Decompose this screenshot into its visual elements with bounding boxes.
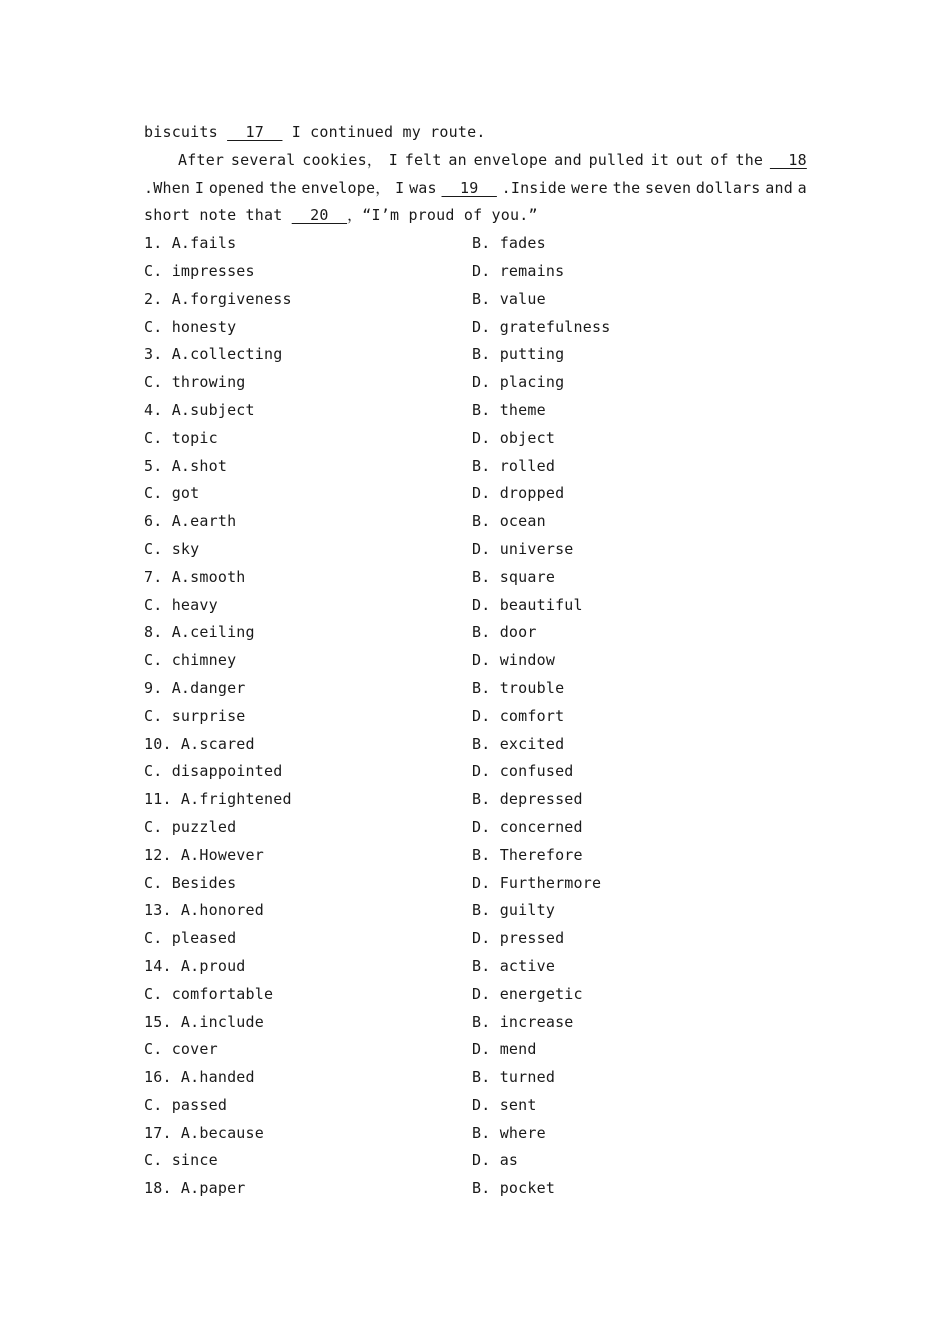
option-right: B. pocket — [472, 1179, 556, 1198]
option-row — [144, 1064, 807, 1092]
options-list — [144, 230, 807, 1203]
option-left: C. Besides — [144, 873, 237, 892]
option-left: C. comfortable — [144, 984, 274, 1003]
passage-word: opened — [208, 178, 265, 197]
option-row — [144, 870, 807, 898]
option-row — [144, 314, 807, 342]
option-row — [144, 675, 807, 703]
option-right: B. Therefore — [472, 845, 583, 864]
option-left: C. heavy — [144, 595, 218, 614]
option-row — [144, 480, 807, 508]
option-row — [144, 425, 807, 453]
option-row — [144, 647, 807, 675]
passage-word: seven — [645, 178, 692, 197]
option-row — [144, 981, 807, 1009]
option-right: D. pressed — [472, 929, 565, 948]
passage-word: out — [675, 150, 704, 169]
option-right: D. concerned — [472, 817, 583, 836]
passage-word: the — [735, 150, 764, 169]
option-left: 5. A.shot — [144, 456, 228, 475]
option-left: C. impresses — [144, 261, 255, 280]
option-row — [144, 592, 807, 620]
option-right: B. theme — [472, 400, 546, 419]
option-left: C. cover — [144, 1040, 218, 1059]
option-right: D. Furthermore — [472, 873, 602, 892]
option-left: 10. A.scared — [144, 734, 255, 753]
option-right: D. placing — [472, 373, 565, 392]
option-row — [144, 758, 807, 786]
option-right: B. putting — [472, 345, 565, 364]
option-left: C. sky — [144, 539, 200, 558]
option-row — [144, 1147, 807, 1175]
option-right: D. object — [472, 428, 556, 447]
option-right: D. sent — [472, 1095, 537, 1114]
option-left: 8. A.ceiling — [144, 623, 255, 642]
option-left: 7. A.smooth — [144, 567, 246, 586]
option-right: B. increase — [472, 1012, 574, 1031]
option-row — [144, 814, 807, 842]
option-right: B. ocean — [472, 512, 546, 531]
option-row — [144, 397, 807, 425]
option-right: D. confused — [472, 762, 574, 781]
option-right: D. comfort — [472, 706, 565, 725]
passage-text: short note that — [144, 206, 292, 225]
passage-word: I — [395, 178, 405, 197]
passage-line-2 — [144, 147, 807, 175]
option-left: C. chimney — [144, 651, 237, 670]
option-left: C. topic — [144, 428, 218, 447]
passage-word: an — [448, 150, 467, 169]
passage-word: envelope， — [301, 178, 391, 197]
option-row — [144, 786, 807, 814]
option-left: 1. A.fails — [144, 234, 237, 253]
passage-word: I — [388, 150, 398, 169]
option-left: C. pleased — [144, 929, 237, 948]
option-right: B. where — [472, 1123, 546, 1142]
passage-word: After — [178, 150, 225, 169]
passage-text: I continued my route. — [282, 123, 486, 141]
passage-word: pulled — [588, 150, 644, 169]
option-row — [144, 258, 807, 286]
option-right: B. fades — [472, 234, 546, 253]
option-right: B. guilty — [472, 901, 556, 920]
passage-word: I — [194, 178, 205, 197]
option-row — [144, 842, 807, 870]
option-left: 2. A.forgiveness — [144, 289, 292, 308]
blank-20: 20 — [291, 206, 348, 225]
option-left: 18. A.paper — [144, 1179, 246, 1198]
option-left: C. honesty — [144, 317, 237, 336]
option-row — [144, 1120, 807, 1148]
passage-word: felt — [404, 150, 442, 169]
option-row — [144, 341, 807, 369]
option-row — [144, 230, 807, 258]
passage-word: several — [230, 150, 296, 169]
option-left: 15. A.include — [144, 1012, 264, 1031]
option-right: D. remains — [472, 261, 565, 280]
option-left: C. got — [144, 484, 200, 503]
passage-word: cookies， — [302, 150, 383, 169]
option-right: D. energetic — [472, 984, 583, 1003]
option-left: 17. A.because — [144, 1123, 264, 1142]
option-right: B. rolled — [472, 456, 556, 475]
passage-word: and — [554, 150, 582, 169]
option-right: B. turned — [472, 1068, 556, 1087]
option-left: 11. A.frightened — [144, 790, 292, 809]
option-left: C. puzzled — [144, 817, 237, 836]
option-left: 6. A.earth — [144, 512, 237, 531]
option-right: B. active — [472, 956, 556, 975]
option-row — [144, 564, 807, 592]
option-left: 3. A.collecting — [144, 345, 283, 364]
option-left: C. throwing — [144, 373, 246, 392]
document-page — [144, 119, 807, 1203]
option-row — [144, 953, 807, 981]
passage-word: was — [409, 178, 437, 197]
passage-word: of — [710, 150, 729, 169]
passage-word: were — [570, 178, 608, 197]
option-left: 4. A.subject — [144, 400, 255, 419]
option-right: D. window — [472, 651, 556, 670]
option-row — [144, 897, 807, 925]
option-right: B. value — [472, 289, 546, 308]
option-row — [144, 619, 807, 647]
option-left: C. since — [144, 1151, 218, 1170]
passage-word: .Inside — [501, 178, 567, 197]
option-right: D. mend — [472, 1040, 537, 1059]
blank-17: 17 — [227, 123, 283, 141]
option-left: 12. A.However — [144, 845, 264, 864]
option-row — [144, 703, 807, 731]
passage-word: envelope — [473, 150, 548, 169]
passage-word: a — [797, 178, 807, 197]
option-row — [144, 1092, 807, 1120]
option-left: 9. A.danger — [144, 678, 246, 697]
passage-line-3 — [144, 175, 807, 203]
option-row — [144, 286, 807, 314]
passage-text: biscuits — [144, 123, 228, 141]
option-left: 16. A.handed — [144, 1068, 255, 1087]
option-left: C. surprise — [144, 706, 246, 725]
option-left: C. disappointed — [144, 762, 283, 781]
blank-18: 18 — [769, 150, 807, 169]
option-row — [144, 369, 807, 397]
option-row — [144, 508, 807, 536]
option-row — [144, 1036, 807, 1064]
option-row — [144, 925, 807, 953]
option-row — [144, 536, 807, 564]
passage-text: ，“I’m proud of you.” — [347, 206, 538, 225]
passage-line-4 — [144, 202, 807, 230]
option-right: D. beautiful — [472, 595, 583, 614]
option-right: B. depressed — [472, 790, 583, 809]
passage-word: it — [650, 150, 670, 169]
passage-word: the — [268, 178, 297, 197]
passage-line-1 — [144, 119, 807, 147]
option-row — [144, 1009, 807, 1037]
option-right: B. square — [472, 567, 556, 586]
option-right: D. gratefulness — [472, 317, 611, 336]
passage-word: and — [765, 178, 793, 197]
option-left: 14. A.proud — [144, 956, 246, 975]
option-right: B. door — [472, 623, 537, 642]
option-left: 13. A.honored — [144, 901, 264, 920]
option-right: B. excited — [472, 734, 565, 753]
option-left: C. passed — [144, 1095, 228, 1114]
passage-word: dollars — [695, 178, 761, 197]
option-row — [144, 731, 807, 759]
option-row — [144, 1175, 807, 1203]
blank-19: 19 — [441, 178, 497, 197]
passage-word: .When — [144, 178, 191, 197]
option-right: B. trouble — [472, 678, 565, 697]
option-right: D. universe — [472, 539, 574, 558]
option-right: D. as — [472, 1151, 519, 1170]
option-row — [144, 453, 807, 481]
passage-word: the — [612, 178, 641, 197]
option-right: D. dropped — [472, 484, 565, 503]
